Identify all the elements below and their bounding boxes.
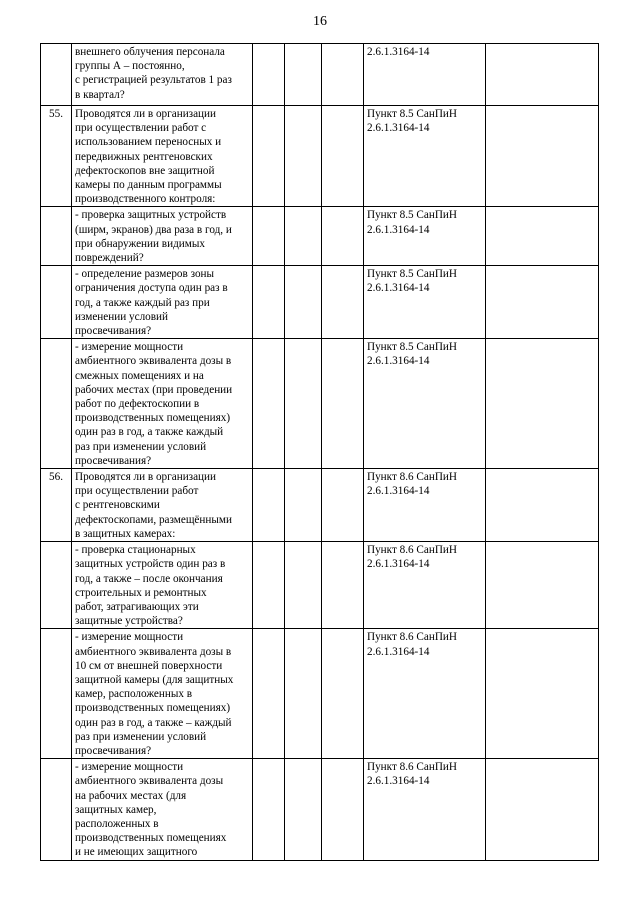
- answer-yes-cell[interactable]: [253, 266, 285, 339]
- table-row: [41, 44, 599, 106]
- answer-yes-cell[interactable]: [253, 469, 285, 542]
- notes-cell[interactable]: [486, 106, 599, 207]
- question-text: - измерение мощности амбиентного эквивалента дозы на рабочих местах (для защитных камер, расположенных в производственных помещениях и не имеющих защитного: [72, 759, 253, 860]
- answer-no-cell[interactable]: [285, 266, 322, 339]
- answer-yes-cell[interactable]: [253, 542, 285, 629]
- table-row: [41, 339, 599, 469]
- answer-no-cell[interactable]: [285, 106, 322, 207]
- question-text: Проводятся ли в организации при осуществлении работ с использованием переносных и передвижных рентгеновских дефектоскопов вне защитной камеры по данным программы производственного контроля:: [72, 106, 253, 207]
- answer-na-cell[interactable]: [322, 339, 364, 469]
- notes-cell[interactable]: [486, 339, 599, 469]
- answer-yes-cell[interactable]: [253, 207, 285, 266]
- table-row: [41, 759, 599, 860]
- answer-no-cell[interactable]: [285, 629, 322, 759]
- answer-na-cell[interactable]: [322, 106, 364, 207]
- answer-no-cell[interactable]: [285, 207, 322, 266]
- legal-reference: Пункт 8.6 СанПиН 2.6.1.3164-14: [364, 759, 486, 860]
- answer-na-cell[interactable]: [322, 759, 364, 860]
- question-text: - измерение мощности амбиентного эквивалента дозы в смежных помещениях и на рабочих местах (при проведении работ по дефектоскопии в производственных помещениях) один раз в год, а также каждый раз при изменении условий просвечивания?: [72, 339, 253, 469]
- legal-reference: Пункт 8.5 СанПиН 2.6.1.3164-14: [364, 207, 486, 266]
- notes-cell[interactable]: [486, 469, 599, 542]
- legal-reference: Пункт 8.6 СанПиН 2.6.1.3164-14: [364, 469, 486, 542]
- legal-reference: 2.6.1.3164-14: [364, 44, 486, 106]
- legal-reference: Пункт 8.5 СанПиН 2.6.1.3164-14: [364, 106, 486, 207]
- answer-na-cell[interactable]: [322, 542, 364, 629]
- page-number: 16: [313, 14, 327, 29]
- notes-cell[interactable]: [486, 44, 599, 106]
- row-number: 55.: [41, 106, 72, 207]
- answer-na-cell[interactable]: [322, 44, 364, 106]
- table-row: [41, 469, 599, 542]
- row-number: [41, 266, 72, 339]
- question-text: - измерение мощности амбиентного эквивалента дозы в 10 см от внешней поверхности защитной камеры (для защитных камер, расположенных в производственных помещениях) один раз в год, а также – каждый раз при изменении условий просвечивания?: [72, 629, 253, 759]
- answer-no-cell[interactable]: [285, 469, 322, 542]
- row-number: [41, 542, 72, 629]
- row-number: [41, 629, 72, 759]
- row-number: 56.: [41, 469, 72, 542]
- row-number: [41, 759, 72, 860]
- legal-reference: Пункт 8.6 СанПиН 2.6.1.3164-14: [364, 629, 486, 759]
- answer-no-cell[interactable]: [285, 339, 322, 469]
- answer-yes-cell[interactable]: [253, 339, 285, 469]
- notes-cell[interactable]: [486, 629, 599, 759]
- answer-na-cell[interactable]: [322, 266, 364, 339]
- answer-no-cell[interactable]: [285, 44, 322, 106]
- table-row: [41, 106, 599, 207]
- table-row: [41, 266, 599, 339]
- answer-yes-cell[interactable]: [253, 759, 285, 860]
- row-number: [41, 44, 72, 106]
- legal-reference: Пункт 8.5 СанПиН 2.6.1.3164-14: [364, 266, 486, 339]
- question-text: - определение размеров зоны ограничения доступа один раз в год, а также каждый раз при изменении условий просвечивания?: [72, 266, 253, 339]
- legal-reference: Пункт 8.5 СанПиН 2.6.1.3164-14: [364, 339, 486, 469]
- answer-yes-cell[interactable]: [253, 44, 285, 106]
- answer-no-cell[interactable]: [285, 759, 322, 860]
- answer-na-cell[interactable]: [322, 629, 364, 759]
- table-row: [41, 542, 599, 629]
- answer-yes-cell[interactable]: [253, 629, 285, 759]
- table-row: [41, 207, 599, 266]
- answer-no-cell[interactable]: [285, 542, 322, 629]
- notes-cell[interactable]: [486, 266, 599, 339]
- checklist-table: [40, 43, 599, 861]
- row-number: [41, 207, 72, 266]
- table-row: [41, 629, 599, 759]
- notes-cell[interactable]: [486, 542, 599, 629]
- question-text: Проводятся ли в организации при осуществлении работ с рентгеновскими дефектоскопами, размещёнными в защитных камерах:: [72, 469, 253, 542]
- notes-cell[interactable]: [486, 207, 599, 266]
- question-text: внешнего облучения персонала группы А – постоянно, с регистрацией результатов 1 раз в квартал?: [72, 44, 253, 106]
- question-text: - проверка защитных устройств (ширм, экранов) два раза в год, и при обнаружении видимых повреждений?: [72, 207, 253, 266]
- legal-reference: Пункт 8.6 СанПиН 2.6.1.3164-14: [364, 542, 486, 629]
- answer-na-cell[interactable]: [322, 469, 364, 542]
- row-number: [41, 339, 72, 469]
- answer-na-cell[interactable]: [322, 207, 364, 266]
- question-text: - проверка стационарных защитных устройств один раз в год, а также – после окончания строительных и ремонтных работ, затрагивающих эти защитные устройства?: [72, 542, 253, 629]
- answer-yes-cell[interactable]: [253, 106, 285, 207]
- notes-cell[interactable]: [486, 759, 599, 860]
